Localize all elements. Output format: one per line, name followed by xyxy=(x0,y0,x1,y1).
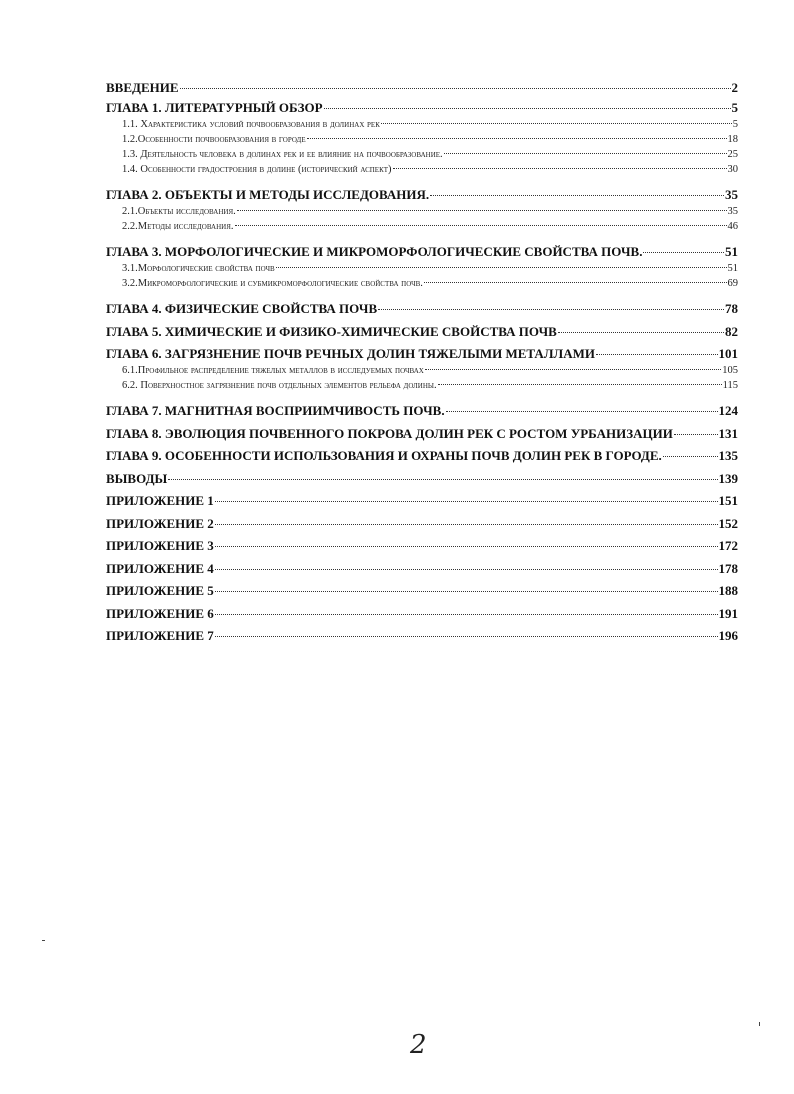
toc-subentry-6-2[interactable] xyxy=(106,380,738,403)
dot-leader xyxy=(674,434,718,435)
dot-leader xyxy=(444,153,727,154)
dot-leader xyxy=(180,88,731,89)
toc-entry-title: 3.1.Морфологические свойства почв xyxy=(122,263,275,274)
toc-entry-title: ГЛАВА 2. ОБЪЕКТЫ И МЕТОДЫ ИССЛЕДОВАНИЯ. xyxy=(106,187,430,202)
dot-leader xyxy=(663,456,718,457)
toc-entry-page: 188 xyxy=(718,583,738,598)
dot-leader xyxy=(215,501,718,502)
toc-entry-title: ГЛАВА 6. ЗАГРЯЗНЕНИЕ ПОЧВ РЕЧНЫХ ДОЛИН ТЯЖЕЛЫМИ МЕТАЛЛАМИ xyxy=(106,346,595,361)
toc-entry-chapter-5[interactable] xyxy=(106,324,738,347)
toc-entry-page: 46 xyxy=(727,221,738,232)
toc-entry-page: 191 xyxy=(718,605,738,621)
toc-entry-title: ПРИЛОЖЕНИЕ 1 xyxy=(106,493,214,508)
toc-entry-chapter-9[interactable] xyxy=(106,448,738,471)
toc-subentry-3-1[interactable] xyxy=(106,263,738,278)
toc-entry-page: 115 xyxy=(722,380,738,391)
dot-leader xyxy=(430,195,724,196)
toc-entry-title: ВВЕДЕНИЕ xyxy=(106,80,179,95)
toc-entry-title: ГЛАВА 5. ХИМИЧЕСКИЕ И ФИЗИКО-ХИМИЧЕСКИЕ СВОЙСТВА ПОЧВ xyxy=(106,323,557,339)
toc-entry-title: 1.3. Деятельность человека в долинах рек и ее влияние на почвообразование. xyxy=(122,149,443,160)
dot-leader xyxy=(237,210,727,211)
dot-leader xyxy=(596,354,718,355)
toc-subentry-3-2[interactable] xyxy=(106,278,738,301)
toc-subentry-6-1[interactable] xyxy=(106,365,738,380)
dot-leader xyxy=(424,282,727,283)
toc-entry-title: 3.2.Микроморфологические и субмикроморфологические свойства почв. xyxy=(122,278,423,289)
toc-entry-introduction[interactable] xyxy=(106,80,738,100)
dot-leader xyxy=(235,225,727,226)
toc-entry-page: 178 xyxy=(718,560,738,576)
toc-entry-title: 6.2. Поверхностное загрязнение почв отдельных элементов рельефа долины. xyxy=(122,380,437,391)
toc-entry-title: ПРИЛОЖЕНИЕ 2 xyxy=(106,515,214,531)
dot-leader xyxy=(215,546,718,547)
dot-leader xyxy=(643,252,724,253)
toc-subentry-1-3[interactable] xyxy=(106,149,738,164)
dot-leader xyxy=(324,108,731,109)
toc-entry-chapter-6[interactable] xyxy=(106,346,738,365)
toc-entry-chapter-7[interactable] xyxy=(106,403,738,426)
toc-entry-title: ГЛАВА 7. МАГНИТНАЯ ВОСПРИИМЧИВОСТЬ ПОЧВ. xyxy=(106,403,445,418)
toc-entry-page: 196 xyxy=(718,628,738,643)
toc-entry-title: ГЛАВА 4. ФИЗИЧЕСКИЕ СВОЙСТВА ПОЧВ xyxy=(106,301,378,316)
dot-leader xyxy=(215,591,718,592)
toc-entry-title: 1.4. Особенности градостроения в долине (исторический аспект) xyxy=(122,164,392,175)
handwritten-page-number: 2 xyxy=(410,1030,427,1060)
toc-entry-page: 35 xyxy=(725,187,738,202)
toc-subentry-2-2[interactable] xyxy=(106,221,738,244)
toc-entry-page: 101 xyxy=(718,346,738,361)
toc-entry-appendix-3[interactable] xyxy=(106,538,738,561)
toc-entry-appendix-1[interactable] xyxy=(106,493,738,516)
toc-entry-chapter-8[interactable] xyxy=(106,426,738,449)
toc-entry-title: 6.1.Профильное распределение тяжелых металлов в исследуемых почвах xyxy=(122,365,424,376)
dot-leader xyxy=(446,411,718,412)
toc-entry-page: 69 xyxy=(727,278,738,289)
toc-entry-chapter-4[interactable] xyxy=(106,301,738,324)
toc-entry-chapter-2[interactable] xyxy=(106,187,738,206)
dot-leader xyxy=(215,524,718,525)
toc-entry-page: 105 xyxy=(722,365,738,376)
toc-entry-conclusions[interactable] xyxy=(106,471,738,494)
toc-entry-page: 5 xyxy=(731,100,738,115)
dot-leader xyxy=(276,267,727,268)
dot-leader xyxy=(215,569,718,570)
dot-leader xyxy=(393,168,727,169)
toc-entry-title: ВЫВОДЫ xyxy=(106,470,168,486)
toc-entry-page: 30 xyxy=(727,164,738,175)
toc-subentry-2-1[interactable] xyxy=(106,206,738,221)
toc-entry-title: ПРИЛОЖЕНИЕ 4 xyxy=(106,560,214,576)
toc-entry-page: 51 xyxy=(725,244,738,259)
toc-entry-page: 152 xyxy=(718,515,738,531)
toc-entry-title: 2.1.Объекты исследования. xyxy=(122,206,236,217)
dot-leader xyxy=(381,123,732,124)
dot-leader xyxy=(438,384,722,385)
dot-leader xyxy=(378,309,724,310)
toc-entry-page: 78 xyxy=(725,301,738,316)
toc-entry-chapter-3[interactable] xyxy=(106,244,738,263)
dot-leader xyxy=(215,636,718,637)
toc-entry-page: 35 xyxy=(727,206,738,217)
toc-entry-page: 172 xyxy=(718,538,738,553)
toc-entry-page: 51 xyxy=(727,263,738,274)
toc-entry-appendix-2[interactable] xyxy=(106,516,738,539)
dot-leader xyxy=(558,332,724,333)
toc-entry-appendix-5[interactable] xyxy=(106,583,738,606)
toc-entry-appendix-6[interactable] xyxy=(106,606,738,629)
toc-entry-title: ГЛАВА 9. ОСОБЕННОСТИ ИСПОЛЬЗОВАНИЯ И ОХРАНЫ ПОЧВ ДОЛИН РЕК В ГОРОДЕ. xyxy=(106,448,662,463)
dot-leader xyxy=(215,614,718,615)
toc-subentry-1-4[interactable] xyxy=(106,164,738,187)
toc-entry-title: ГЛАВА 3. МОРФОЛОГИЧЕСКИЕ И МИКРОМОРФОЛОГИЧЕСКИЕ СВОЙСТВА ПОЧВ. xyxy=(106,244,643,259)
dot-leader xyxy=(307,138,727,139)
toc-entry-page: 5 xyxy=(732,119,738,130)
toc-entry-title: ПРИЛОЖЕНИЕ 7 xyxy=(106,628,214,643)
toc-entry-title: 2.2.Методы исследования. xyxy=(122,221,234,232)
toc-entry-page: 2 xyxy=(731,80,738,95)
toc-entry-title: ПРИЛОЖЕНИЕ 6 xyxy=(106,605,214,621)
dot-leader xyxy=(425,369,721,370)
toc-entry-title: ГЛАВА 8. ЭВОЛЮЦИЯ ПОЧВЕННОГО ПОКРОВА ДОЛИН РЕК С РОСТОМ УРБАНИЗАЦИИ xyxy=(106,425,673,441)
toc-entry-title: 1.1. Характеристика условий почвообразования в долинах рек xyxy=(122,119,380,130)
toc-entry-appendix-7[interactable] xyxy=(106,628,738,651)
toc-entry-title: ПРИЛОЖЕНИЕ 5 xyxy=(106,583,214,598)
scan-speck xyxy=(759,1022,760,1026)
toc-entry-page: 124 xyxy=(718,403,738,418)
toc-entry-page: 25 xyxy=(727,149,738,160)
toc-subentry-1-2[interactable] xyxy=(106,134,738,149)
toc-entry-page: 82 xyxy=(725,323,738,339)
toc-entry-page: 135 xyxy=(718,448,738,463)
toc-entry-page: 139 xyxy=(718,470,738,486)
toc-entry-title: ГЛАВА 1. ЛИТЕРАТУРНЫЙ ОБЗОР xyxy=(106,100,323,115)
scan-speck xyxy=(42,940,45,941)
dot-leader xyxy=(168,479,717,480)
toc-entry-page: 131 xyxy=(718,425,738,441)
toc-subentry-1-1[interactable] xyxy=(106,119,738,134)
toc-entry-title: ПРИЛОЖЕНИЕ 3 xyxy=(106,538,214,553)
toc-entry-appendix-4[interactable] xyxy=(106,561,738,584)
toc-entry-chapter-1[interactable] xyxy=(106,100,738,119)
toc-entry-page: 18 xyxy=(727,134,738,145)
toc-entry-page: 151 xyxy=(718,493,738,508)
toc-entry-title: 1.2.Особенности почвообразования в городе xyxy=(122,134,306,145)
table-of-contents xyxy=(106,80,738,651)
